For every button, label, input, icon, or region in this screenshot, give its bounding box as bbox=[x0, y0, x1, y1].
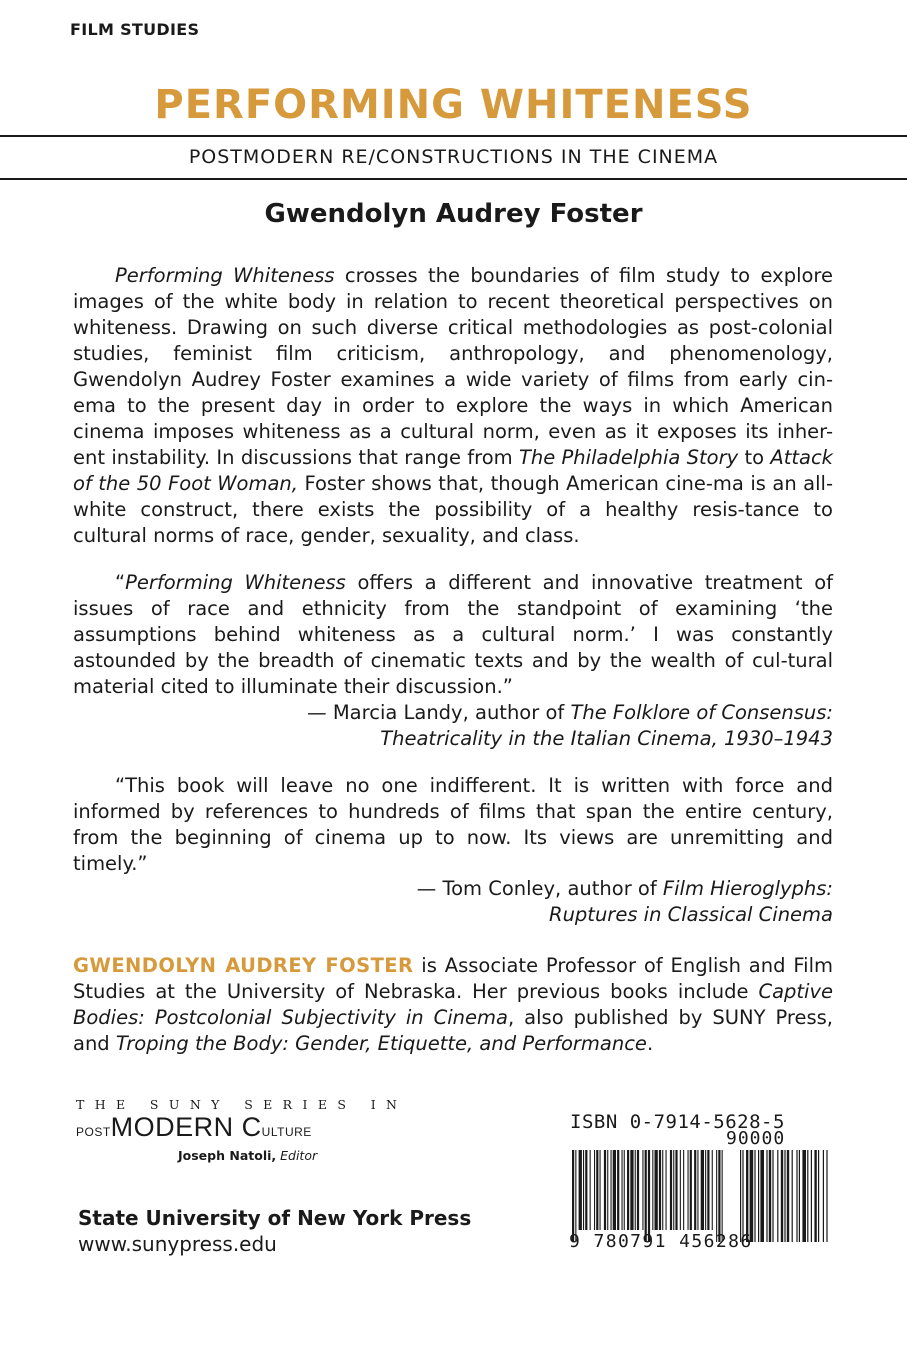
author-name: Gwendolyn Audrey Foster bbox=[264, 199, 643, 229]
series-logo-end: URE bbox=[284, 1125, 312, 1139]
ean-number: 9 780791 456286 bbox=[569, 1231, 753, 1252]
book-title: PERFORMING WHITENESS bbox=[154, 82, 753, 128]
blurb-1-book-line-1: The Folklore of Consensus: bbox=[570, 701, 833, 724]
series-logo bbox=[76, 1112, 312, 1143]
series-logo-mid: ULT bbox=[261, 1125, 285, 1139]
blurb-1-attr-prefix: — Marcia Landy, author of bbox=[307, 701, 571, 724]
blurb-2-attribution bbox=[417, 876, 833, 928]
blurb-1-book-line-2: Theatricality in the Italian Cinema, 1930–1943 bbox=[380, 727, 833, 750]
description-paragraph bbox=[73, 263, 833, 549]
series-logo-prefix: POST bbox=[76, 1125, 111, 1139]
blurb-2-attr-prefix: — Tom Conley, author of bbox=[416, 877, 663, 900]
publisher-name: State University of New York Press bbox=[78, 1206, 472, 1230]
description-text-2: to bbox=[738, 446, 771, 469]
film-title-2: Attack of the 50 Foot Woman, bbox=[73, 446, 833, 495]
series-logo-main: MODERN C bbox=[110, 1112, 262, 1142]
blurb-1 bbox=[73, 570, 833, 700]
blurb-2-book-line-2: Ruptures in Classical Cinema bbox=[549, 903, 833, 926]
author-bio bbox=[73, 953, 833, 1057]
bio-book-1: Captive Bodies: Postcolonial Subjectivity in Cinema bbox=[73, 980, 833, 1029]
series-editor bbox=[178, 1148, 317, 1163]
isbn-label: ISBN 0-7914-5628-5 bbox=[570, 1111, 785, 1133]
series-heading: THE SUNY SERIES IN bbox=[76, 1097, 408, 1112]
blurb-1-text: offers a different and innovative treatment of issues of race and ethnicity from the standpoint of examining ‘the assumptions behind whiteness as a cultural norm.’ I was constantly astounded by the breadth of cinematic texts and by the wealth of cul-tural material cited to illuminate their discussion.” bbox=[73, 571, 833, 698]
blurb-1-open-quote: “ bbox=[115, 571, 126, 594]
film-title-1: The Philadelphia Story bbox=[518, 446, 739, 469]
bio-author-name: GWENDOLYN AUDREY FOSTER bbox=[73, 954, 414, 977]
title-rule-top bbox=[0, 135, 907, 137]
blurb-2-text: “This book will leave no one indifferent. It is written with force and informed by references to hundreds of films that span the entire century, from the beginning of cinema up to now. Its views are unremitting and timely.” bbox=[73, 774, 833, 875]
bio-text-2: , also published by SUNY Press, and bbox=[73, 1006, 833, 1055]
series-editor-role: Editor bbox=[276, 1148, 318, 1163]
publisher-website[interactable]: www.sunypress.edu bbox=[78, 1232, 277, 1256]
barcode-icon bbox=[572, 1150, 830, 1242]
bio-text-1: is Associate Professor of English and Film Studies at the University of Nebraska. Her previous books include bbox=[73, 954, 833, 1003]
blurb-1-title: Performing Whiteness bbox=[125, 571, 346, 594]
series-editor-name: Joseph Natoli, bbox=[178, 1148, 277, 1163]
bio-text-3: . bbox=[646, 1032, 654, 1055]
book-subtitle: POSTMODERN RE/CONSTRUCTIONS IN THE CINEMA bbox=[188, 146, 719, 168]
description-text-3: Foster shows that, though American cine-ma is an all-white construct, there exists the possibility of a healthy resis-tance to cultural norms of race, gender, sexuality, and class. bbox=[73, 472, 833, 547]
bio-book-2: Troping the Body: Gender, Etiquette, and Performance bbox=[115, 1032, 647, 1055]
price-code: 90000 bbox=[726, 1128, 786, 1149]
description-title: Performing Whiteness bbox=[115, 264, 335, 287]
title-rule-bottom bbox=[0, 178, 907, 180]
blurb-2-book-line-1: Film Hieroglyphs: bbox=[662, 877, 833, 900]
category-label: FILM STUDIES bbox=[70, 20, 200, 39]
description-text-1: crosses the boundaries of film study to explore images of the white body in relation to recent theoretical perspectives on whiteness. Drawing on such diverse critical methodologies as post-colonial studies, feminist film criticism, anthropology, and phenomenology, Gwendolyn Audrey Foster examines a wide variety of films from early cin-ema to the present day in order to explore the ways in which American cinema imposes whiteness as a cultural norm, even as it exposes its inher-ent instability. In discussions that range from bbox=[73, 264, 834, 469]
blurb-2 bbox=[73, 773, 833, 877]
blurb-1-attribution bbox=[307, 700, 833, 752]
barcode-graphic bbox=[572, 1150, 830, 1242]
